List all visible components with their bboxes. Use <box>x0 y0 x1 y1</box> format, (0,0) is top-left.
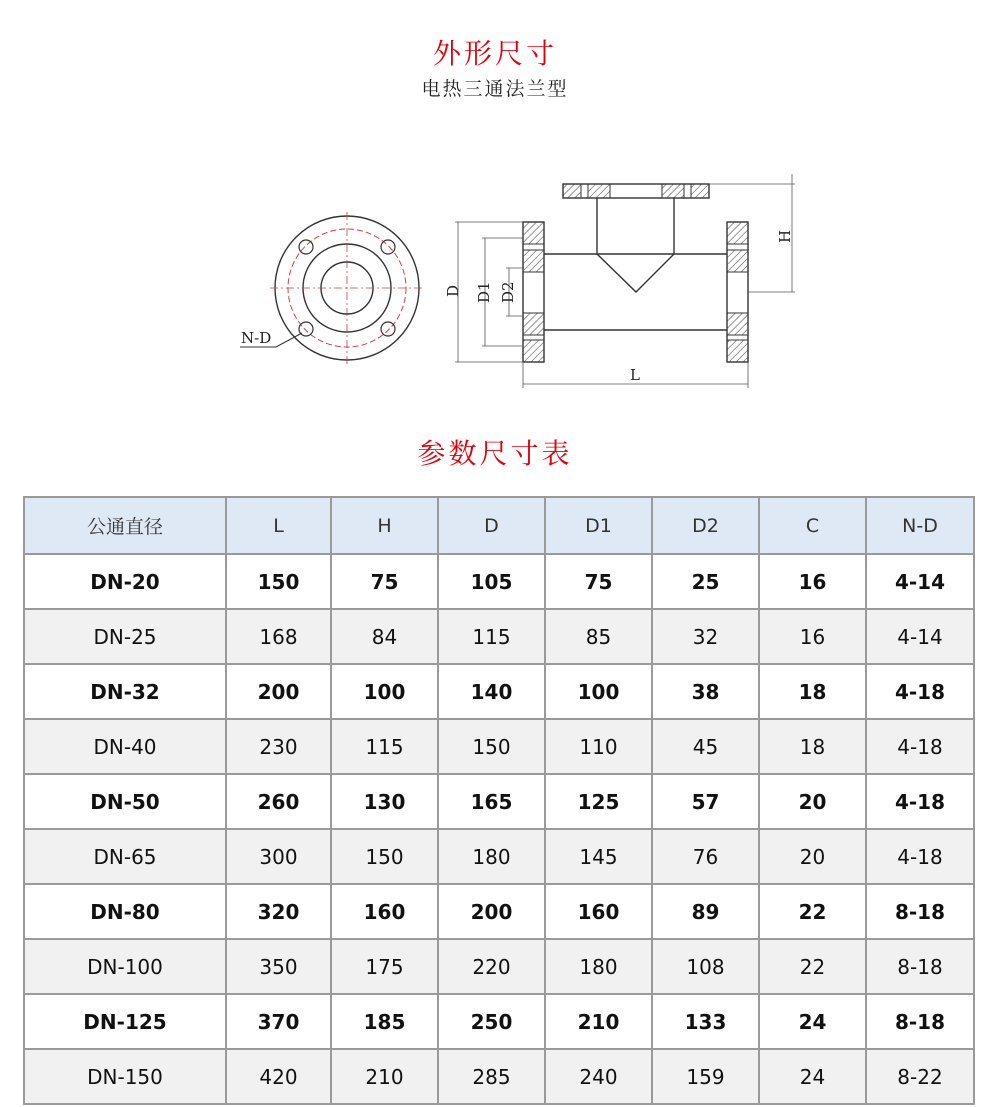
table-header-row <box>24 497 974 554</box>
table-cell: 8-18 <box>866 994 974 1049</box>
table-cell: DN-32 <box>24 664 226 719</box>
table-cell: DN-20 <box>24 554 226 609</box>
table-cell: 22 <box>759 939 866 994</box>
table-cell: 89 <box>652 884 759 939</box>
table-cell: DN-80 <box>24 884 226 939</box>
table-cell: 175 <box>331 939 438 994</box>
table-cell: 200 <box>438 884 545 939</box>
table-cell: 8-18 <box>866 884 974 939</box>
dimension-drawing <box>0 150 990 410</box>
table-cell: 18 <box>759 664 866 719</box>
table-cell: 160 <box>331 884 438 939</box>
parameter-table <box>23 496 975 1105</box>
table-row <box>24 884 974 939</box>
table-cell: 24 <box>759 1049 866 1104</box>
table-cell: 38 <box>652 664 759 719</box>
d-label: D <box>444 284 462 297</box>
table-cell: 180 <box>438 829 545 884</box>
table-cell: 168 <box>226 609 331 664</box>
table-cell: 57 <box>652 774 759 829</box>
tee-side-view <box>444 174 795 388</box>
column-header: C <box>759 497 866 554</box>
table-cell: 84 <box>331 609 438 664</box>
table-cell: 110 <box>545 719 652 774</box>
table-cell: 210 <box>545 994 652 1049</box>
table-cell: 75 <box>331 554 438 609</box>
table-cell: 285 <box>438 1049 545 1104</box>
table-cell: 115 <box>331 719 438 774</box>
table-cell: 8-18 <box>866 939 974 994</box>
table-cell: 160 <box>545 884 652 939</box>
table-cell: 210 <box>331 1049 438 1104</box>
table-cell: 20 <box>759 774 866 829</box>
table-cell: 108 <box>652 939 759 994</box>
column-header: D <box>438 497 545 554</box>
table-cell: 20 <box>759 829 866 884</box>
table-cell: 16 <box>759 554 866 609</box>
table-cell: 125 <box>545 774 652 829</box>
column-header: N-D <box>866 497 974 554</box>
table-cell: 150 <box>438 719 545 774</box>
table-cell: 240 <box>545 1049 652 1104</box>
table-cell: 130 <box>331 774 438 829</box>
table-row <box>24 774 974 829</box>
table-cell: 140 <box>438 664 545 719</box>
table-cell: 22 <box>759 884 866 939</box>
table-cell: 100 <box>331 664 438 719</box>
column-header: D2 <box>652 497 759 554</box>
table-row <box>24 1049 974 1104</box>
table-row <box>24 994 974 1049</box>
d2-label: D2 <box>499 281 517 303</box>
table-cell: 230 <box>226 719 331 774</box>
table-cell: DN-100 <box>24 939 226 994</box>
table-cell: 32 <box>652 609 759 664</box>
table-cell: DN-40 <box>24 719 226 774</box>
h-label: H <box>776 229 794 243</box>
table-cell: 260 <box>226 774 331 829</box>
d1-label: D1 <box>475 281 493 303</box>
table-cell: 100 <box>545 664 652 719</box>
table-cell: 25 <box>652 554 759 609</box>
nd-label: N-D <box>241 329 272 347</box>
table-row <box>24 554 974 609</box>
table-cell: 320 <box>226 884 331 939</box>
page-title: 外形尺寸 <box>432 37 557 70</box>
table-cell: 200 <box>226 664 331 719</box>
table-cell: 350 <box>226 939 331 994</box>
table-cell: 18 <box>759 719 866 774</box>
column-header: 公通直径 <box>24 497 226 554</box>
table-cell: DN-50 <box>24 774 226 829</box>
table-header <box>24 497 974 554</box>
table-cell: 133 <box>652 994 759 1049</box>
table-cell: 4-18 <box>866 719 974 774</box>
table-cell: 4-14 <box>866 554 974 609</box>
table-cell: 220 <box>438 939 545 994</box>
flange-front-view <box>240 212 424 364</box>
table-row <box>24 719 974 774</box>
column-header: L <box>226 497 331 554</box>
table-cell: 420 <box>226 1049 331 1104</box>
table-row <box>24 664 974 719</box>
table-cell: DN-150 <box>24 1049 226 1104</box>
table-cell: 4-18 <box>866 774 974 829</box>
table-body <box>24 554 974 1104</box>
column-header: D1 <box>545 497 652 554</box>
table-row <box>24 829 974 884</box>
table-cell: 145 <box>545 829 652 884</box>
table-cell: 4-14 <box>866 609 974 664</box>
table-cell: 165 <box>438 774 545 829</box>
table-cell: 4-18 <box>866 829 974 884</box>
table-cell: 4-18 <box>866 664 974 719</box>
table-row <box>24 609 974 664</box>
l-label: L <box>630 366 640 384</box>
table-cell: 75 <box>545 554 652 609</box>
column-header: H <box>331 497 438 554</box>
table-cell: 45 <box>652 719 759 774</box>
table-cell: 85 <box>545 609 652 664</box>
table-cell: 105 <box>438 554 545 609</box>
table-cell: 370 <box>226 994 331 1049</box>
table-cell: 150 <box>226 554 331 609</box>
table-cell: DN-125 <box>24 994 226 1049</box>
table-cell: DN-65 <box>24 829 226 884</box>
table-cell: 76 <box>652 829 759 884</box>
table-cell: 185 <box>331 994 438 1049</box>
table-cell: DN-25 <box>24 609 226 664</box>
table-row <box>24 939 974 994</box>
table-cell: 159 <box>652 1049 759 1104</box>
table-cell: 300 <box>226 829 331 884</box>
table-cell: 250 <box>438 994 545 1049</box>
table-title: 参数尺寸表 <box>417 437 573 470</box>
table-cell: 150 <box>331 829 438 884</box>
table-cell: 24 <box>759 994 866 1049</box>
table-cell: 16 <box>759 609 866 664</box>
table-cell: 180 <box>545 939 652 994</box>
page-subtitle: 电热三通法兰型 <box>421 78 569 100</box>
table-cell: 8-22 <box>866 1049 974 1104</box>
table-cell: 115 <box>438 609 545 664</box>
